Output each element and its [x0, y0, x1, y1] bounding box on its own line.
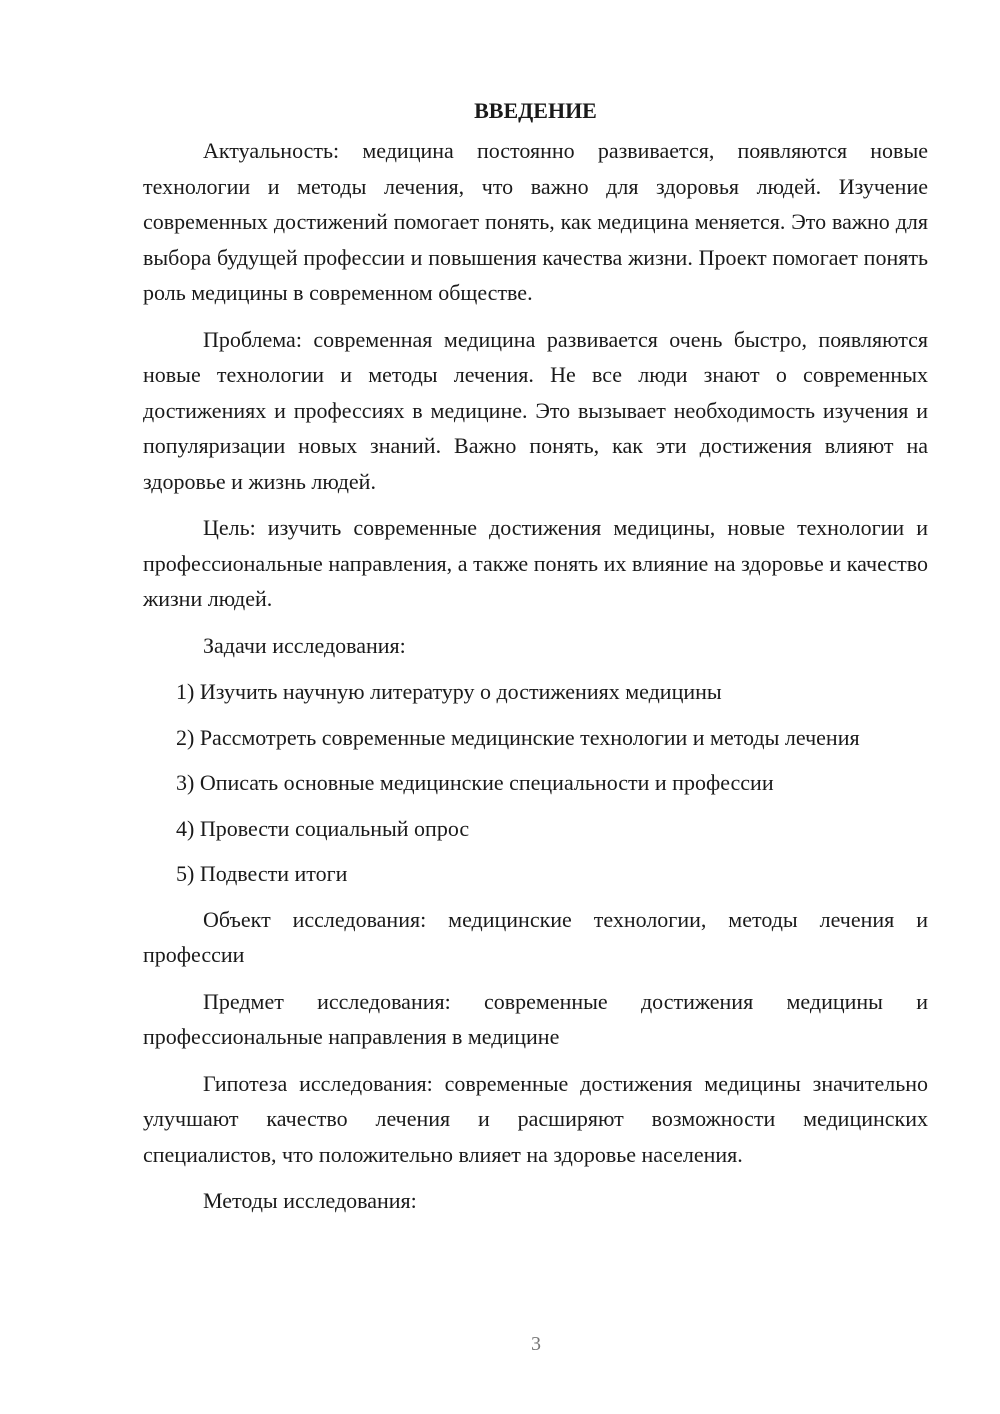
relevance-paragraph: Актуальность: медицина постоянно развивается, появляются новые технологии и методы лечения, что важно для здоровья людей. Изучение современных достижений помогает понять, как медицина меняется. Это важно для выбора будущей профессии и повышения качества жизни. Проект помогает понять роль медицины в современном обществе. — [143, 138, 928, 305]
list-item: 1) Изучить научную литературу о достижениях медицины — [176, 679, 722, 704]
goal-paragraph: Цель: изучить современные достижения медицины, новые технологии и профессиональные направления, а также понять их влияние на здоровье и качество жизни людей. — [143, 515, 928, 611]
list-item: 4) Провести социальный опрос — [176, 815, 470, 841]
document-page — [143, 94, 928, 1230]
page-number: 3 — [531, 1333, 541, 1355]
list-item: 3) Описать основные медицинские специальности и профессии — [176, 770, 774, 795]
tasks-heading: Задачи исследования: — [203, 632, 406, 658]
object-paragraph: Объект исследования: медицинские технологии, методы лечения и профессии — [143, 906, 928, 967]
problem-paragraph: Проблема: современная медицина развивается очень быстро, появляются новые технологии и методы лечения. Не все люди знают о современных достижениях и профессиях в медицине. Это вызывает необходимость изучения и популяризации новых знаний. Важно понять, как эти достижения влияют на здоровье и жизнь людей. — [143, 326, 928, 494]
page-title: ВВЕДЕНИЕ — [474, 98, 597, 123]
list-item: 2) Рассмотреть современные медицинские технологии и методы лечения — [176, 724, 860, 750]
hypothesis-paragraph: Гипотеза исследования: современные достижения медицины значительно улучшают качество лечения и расширяют возможности медицинских специалистов, что положительно влияет на здоровье населения. — [143, 1070, 928, 1167]
methods-heading: Методы исследования: — [203, 1188, 417, 1213]
tasks-list — [143, 674, 928, 892]
subject-paragraph: Предмет исследования: современные достижения медицины и профессиональные направления в медицине — [143, 988, 928, 1049]
list-item: 5) Подвести итоги — [176, 861, 348, 886]
